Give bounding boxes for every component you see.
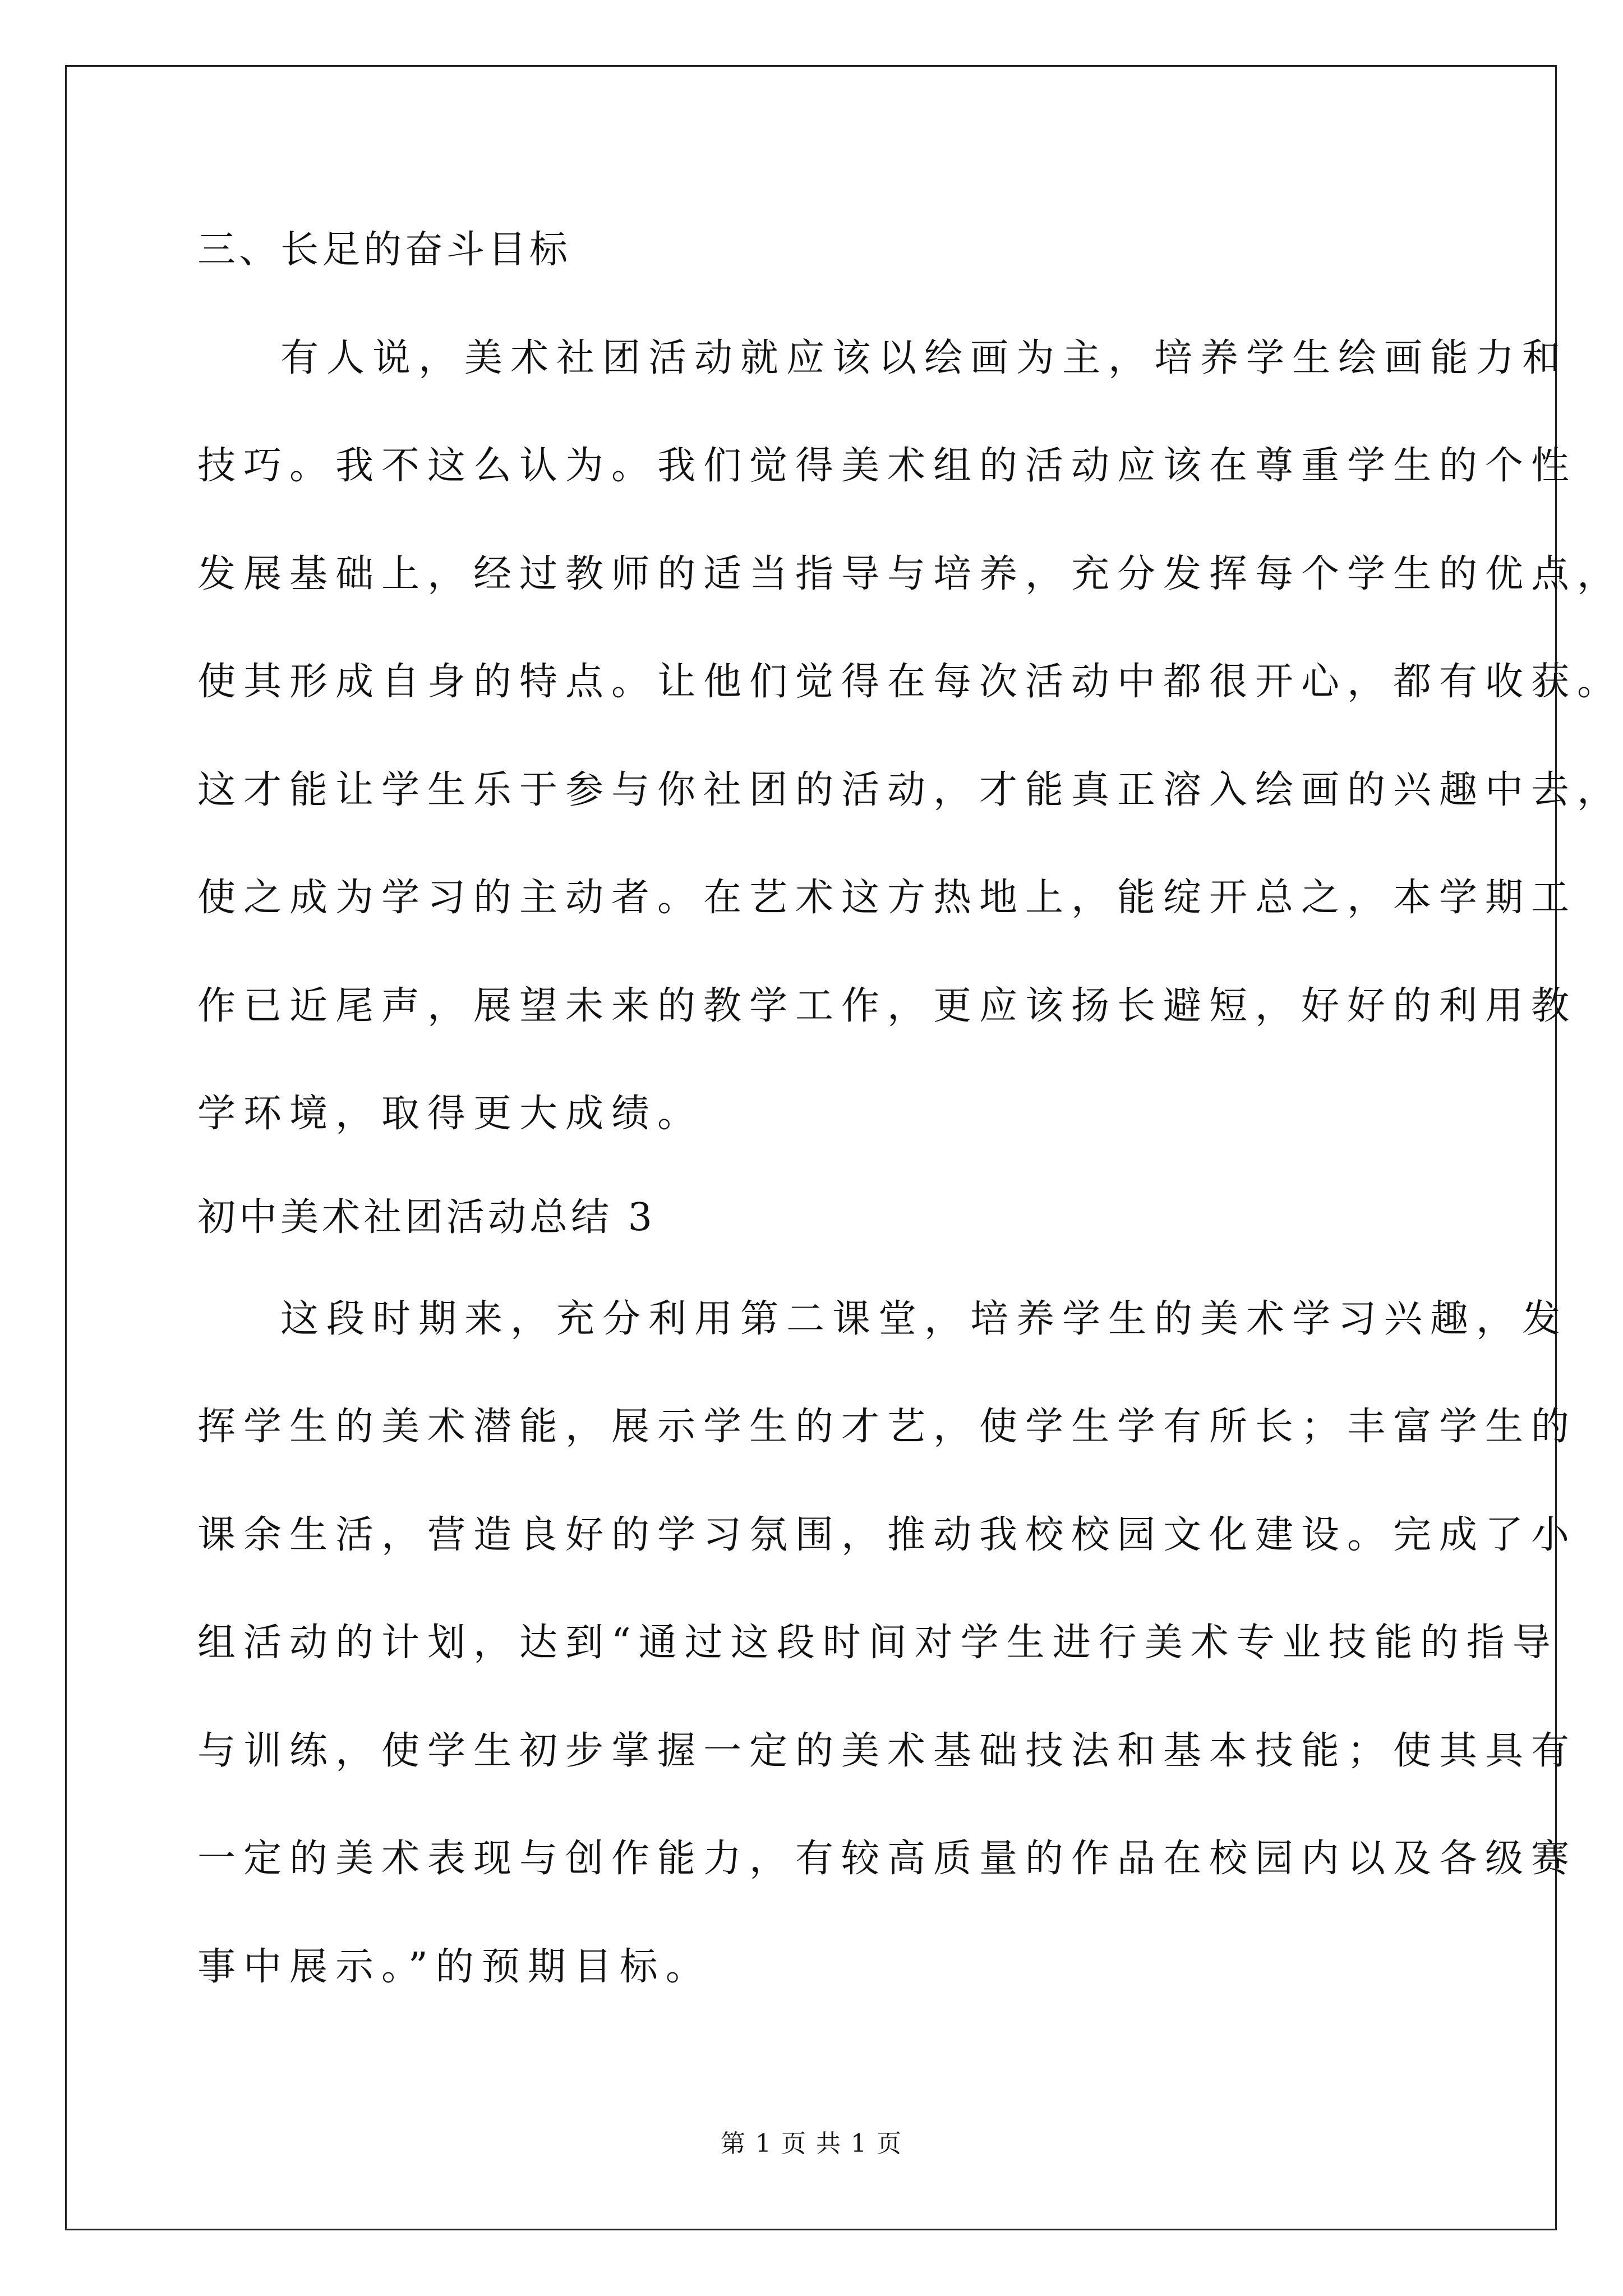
paragraph-line: 作已近尾声，展望未来的教学工作，更应该扬长避短，好好的利用教 [197,984,1578,1028]
paragraph-line: 事中展示。”的预期目标。 [197,1945,712,1989]
paragraph-line: 这段时期来，充分利用第二课堂，培养学生的美术学习兴趣，发 [280,1297,1569,1341]
paragraph-line: 使其形成自身的特点。让他们觉得在每次活动中都很开心，都有收获。 [197,660,1623,704]
paragraph-line: 技巧。我不这么认为。我们觉得美术组的活动应该在尊重学生的个性 [197,444,1578,488]
paragraph-line: 一定的美术表现与创作能力，有较高质量的作品在校园内以及各级赛 [197,1837,1578,1881]
paragraph-line: 有人说，美术社团活动就应该以绘画为主，培养学生绘画能力和 [280,336,1569,380]
paragraph-line: 与训练，使学生初步掌握一定的美术基础技法和基本技能；使其具有 [197,1729,1578,1773]
paragraph-line: 课余生活，营造良好的学习氛围，推动我校校园文化建设。完成了小 [197,1513,1578,1557]
section-heading: 三、长足的奋斗目标 [197,228,571,272]
paragraph-line: 这才能让学生乐于参与你社团的活动，才能真正溶入绘画的兴趣中去， [197,768,1623,812]
paragraph-line: 组活动的计划，达到“通过这段时间对学生进行美术专业技能的指导 [197,1621,1559,1665]
page-border [65,65,1623,2230]
paragraph-line: 使之成为学习的主动者。在艺术这方热地上，能绽开总之，本学期工 [197,876,1578,920]
document-title: 初中美术社团活动总结 3 [197,1195,656,1240]
paragraph-line: 发展基础上，经过教师的适当指导与培养，充分发挥每个学生的优点， [197,552,1623,596]
page-number-footer: 第 1 页 共 1 页 [721,2129,902,2158]
paragraph-line: 挥学生的美术潜能，展示学生的才艺，使学生学有所长；丰富学生的 [197,1405,1578,1449]
paragraph-line: 学环境，取得更大成绩。 [197,1092,704,1136]
